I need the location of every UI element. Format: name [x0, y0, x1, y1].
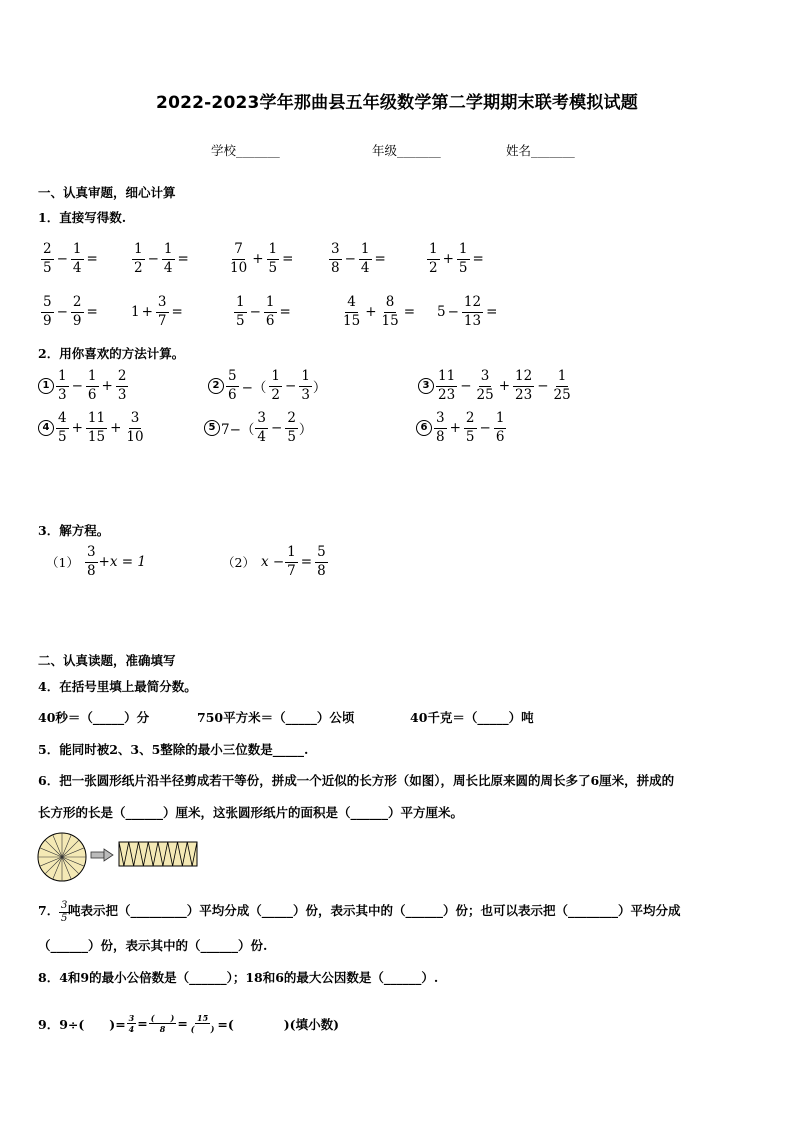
q7-line-2: （______）份，表示其中的（______）份.: [38, 938, 268, 953]
q7-fraction: $\frac{3}{5}$: [61, 900, 68, 924]
q4-label: 4．在括号里填上最简分数。: [38, 679, 197, 694]
school-field: 学校_______: [211, 143, 280, 158]
q1-row2-item-3: $\frac{1}{5}$ − $\frac{1}{6}$ =: [236, 294, 291, 329]
circled-number-5: 5: [204, 420, 220, 436]
circle-sectors-figure: [36, 831, 88, 883]
right-arrow-icon: [90, 848, 114, 862]
q6-line-2: 长方形的长是（______）厘米，这张圆形纸片的面积是（______）平方厘米。: [38, 805, 464, 820]
q6-line-1: 6．把一张圆形纸片沿半径剪成若干等份，拼成一个近似的长方形（如图），周长比原来圆的周长多了6厘米，拼成的: [38, 773, 675, 788]
q1-row2-item-4: $\frac{4}{15}$ + $\frac{8}{15}$ =: [343, 294, 415, 329]
q2-item-4: 4 $\frac{4}{5}$ + $\frac{11}{15}$ + $\frac{3}{10}$: [38, 412, 147, 444]
q4-part-a: 40秒＝（_____）分: [38, 710, 150, 725]
q1-row1-item-5: $\frac{1}{2}$ + $\frac{1}{5}$ =: [429, 241, 484, 276]
circled-number-4: 4: [38, 420, 54, 436]
q2-item-6: 6 $\frac{3}{8}$ + $\frac{2}{5}$ − $\frac{1}{6}$: [416, 412, 507, 444]
q7-line-1: 吨表示把（_________）平均分成（_____）份，表示其中的（______）份；也可以表示把（________）平均分成: [68, 903, 681, 918]
q8-text: 8．4和9的最小公倍数是（______）；18和6的最大公因数是（______）.: [38, 970, 439, 985]
circled-number-3: 3: [418, 378, 434, 394]
section-two-heading: 二、认真读题，准确填写: [38, 653, 176, 668]
q1-row1-item-3: $\frac{7}{10}$ + $\frac{1}{5}$ =: [230, 241, 294, 276]
q3-label: 3．解方程。: [38, 523, 110, 538]
q1-row1-item-1: $\frac{2}{5}$ − $\frac{1}{4}$ =: [43, 241, 98, 276]
q1-row2-item-1: $\frac{5}{9}$ − $\frac{2}{9}$ =: [43, 294, 98, 329]
rectangle-sectors-figure: [118, 841, 198, 867]
q1-row2-item-5: 5 − $\frac{12}{13}$ =: [437, 294, 498, 329]
q5-text: 5．能同时被2、3、5整除的最小三位数是_____.: [38, 742, 309, 757]
q7-number: 7．: [38, 903, 60, 918]
grade-field: 年级_______: [372, 143, 441, 158]
q4-part-c: 40千克＝（_____）吨: [410, 710, 534, 725]
q3-equation-2: （2） x − $\frac{1}{7}$ = $\frac{5}{8}$: [222, 544, 326, 579]
name-field: 姓名_______: [506, 143, 575, 158]
circled-number-6: 6: [416, 420, 432, 436]
circled-number-2: 2: [208, 378, 224, 394]
q1-label: 1．直接写得数.: [38, 210, 127, 225]
q2-item-5: 5 7−（ $\frac{3}{4}$ − $\frac{2}{5}$ ）: [204, 412, 312, 444]
q1-row1-item-2: $\frac{1}{2}$ − $\frac{1}{4}$ =: [134, 241, 189, 276]
q2-item-1: 1 $\frac{1}{3}$ − $\frac{1}{6}$ + $\frac{2}{3}$: [38, 370, 129, 402]
q3-equation-1: （1） $\frac{3}{8}$ +x = 1: [46, 544, 146, 579]
q1-row1-item-4: $\frac{3}{8}$ − $\frac{1}{4}$ =: [331, 241, 386, 276]
q2-label: 2．用你喜欢的方法计算。: [38, 346, 185, 361]
q2-item-3: 3 $\frac{11}{23}$ − $\frac{3}{25}$ + $\frac{12}{23}$ − $\frac{1}{25}$: [418, 370, 574, 402]
circled-number-1: 1: [38, 378, 54, 394]
q1-row2-item-2: 1 + $\frac{3}{7}$ =: [131, 294, 183, 329]
q4-part-b: 750平方米＝（_____）公顷: [197, 710, 355, 725]
q2-item-2: 2 $\frac{5}{6}$ −（ $\frac{1}{2}$ − $\frac{1}{3}$ ）: [208, 370, 326, 402]
q9-text: 9．9÷( )= $\frac{3}{4}$ = ( ) 8 = 15 ( ) =( )(填小数): [38, 1013, 340, 1034]
section-one-heading: 一、认真审题，细心计算: [38, 185, 176, 200]
page-title: 2022-2023学年那曲县五年级数学第二学期期末联考模拟试题: [156, 93, 638, 113]
